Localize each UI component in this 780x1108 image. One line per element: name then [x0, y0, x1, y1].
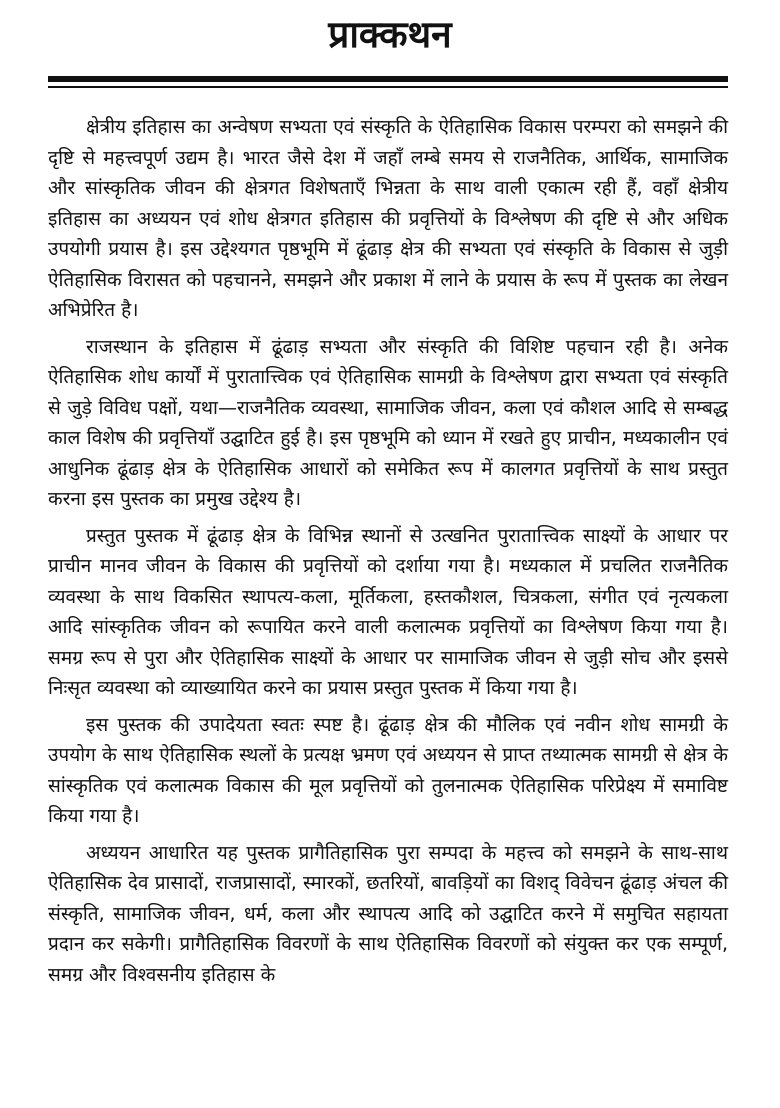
paragraph-5: अध्ययन आधारित यह पुस्तक प्रागैतिहासिक पुरा सम्पदा के महत्त्व को समझने के साथ-साथ ऐतिहासिक देव प्रासादों, राजप्रासादों, स्मारकों, छतरियों, बावड़ियों का विशद् विवेचन ढूंढाड़ अंचल की संस्कृति, सामाजिक जीवन, धर्म, कला और स्थापत्य आदि को उद्घाटित करने में समुचित सहायता प्रदान कर सकेगी। प्रागैतिहासिक विवरणों के साथ ऐतिहासिक विवरणों को संयुक्त कर एक सम्पूर्ण, समग्र और विश्वसनीय इतिहास के: [48, 841, 728, 986]
paragraph-1: क्षेत्रीय इतिहास का अन्वेषण सभ्यता एवं संस्कृति के ऐतिहासिक विकास परम्परा को समझने की दृष्टि से महत्त्वपूर्ण उद्यम है। भारत जैसे देश में जहाँ लम्बे समय से राजनैतिक, आर्थिक, सामाजिक और सांस्कृतिक जीवन की क्षेत्रगत विशेषताएँ भिन्नता के साथ वाली एकात्म रही हैं, वहाँ क्षेत्रीय इतिहास का अध्ययन एवं शोध क्षेत्रगत इतिहास की प्रवृत्तियों के विश्लेषण की दृष्टि से और अधिक उपयोगी प्रयास है। इस उद्देश्यगत पृष्ठभूमि में ढूंढाड़ क्षेत्र की सभ्यता एवं संस्कृति के विकास से जुड़ी ऐतिहासिक विरासत को पहचानने, समझने और प्रकाश में लाने के प्रयास के रूप में पुस्तक का लेखन अभिप्रेरित है।: [48, 116, 728, 321]
body-text: [48, 112, 728, 990]
title-rule-thick: [48, 76, 728, 82]
title-rule-thin: [48, 86, 728, 88]
page-title: प्राक्कथन: [328, 13, 452, 56]
paragraph-4: इस पुस्तक की उपादेयता स्वतः स्पष्ट है। ढूंढाड़ क्षेत्र की मौलिक एवं नवीन शोध सामग्री के उपयोग के साथ ऐतिहासिक स्थलों के प्रत्यक्ष भ्रमण एवं अध्ययन से प्राप्त तथ्यात्मक सामग्री से क्षेत्र के सांस्कृतिक एवं कलात्मक विकास की मूल प्रवृत्तियों को तुलनात्मक ऐतिहासिक परिप्रेक्ष्य में समाविष्ट किया गया है।: [48, 713, 728, 827]
paragraph-3: प्रस्तुत पुस्तक में ढूंढाड़ क्षेत्र के विभिन्न स्थानों से उत्खनित पुरातात्त्विक साक्ष्यों के आधार पर प्राचीन मानव जीवन के विकास की प्रवृत्तियों को दर्शाया गया है। मध्यकाल में प्रचलित राजनैतिक व्यवस्था के साथ विकसित स्थापत्य-कला, मूर्तिकला, हस्तकौशल, चित्रकला, संगीत एवं नृत्यकला आदि सांस्कृतिक जीवन को रूपायित करने वाली कलात्मक प्रवृत्तियों का विश्लेषण किया गया है। समग्र रूप से पुरा और ऐतिहासिक साक्ष्यों के आधार पर सामाजिक जीवन से जुड़ी सोच और इससे निःसृत व्यवस्था को व्याख्यायित करने का प्रयास प्रस्तुत पुस्तक में किया गया है।: [48, 524, 728, 699]
paragraph-2: राजस्थान के इतिहास में ढूंढाड़ सभ्यता और संस्कृति की विशिष्ट पहचान रही है। अनेक ऐतिहासिक शोध कार्यों में पुरातात्त्विक एवं ऐतिहासिक सामग्री के विश्लेषण द्वारा सभ्यता एवं संस्कृति से जुड़े विविध पक्षों, यथा—राजनैतिक व्यवस्था, सामाजिक जीवन, कला एवं कौशल आदि से सम्बद्ध काल विशेष की प्रवृत्तियाँ उद्घाटित हुई है। इस पृष्ठभूमि को ध्यान में रखते हुए प्राचीन, मध्यकालीन एवं आधुनिक ढूंढाड़ क्षेत्र के ऐतिहासिक आधारों को समेकित रूप में कालगत प्रवृत्तियों के साथ प्रस्तुत करना इस पुस्तक का प्रमुख उद्देश्य है।: [48, 335, 728, 510]
